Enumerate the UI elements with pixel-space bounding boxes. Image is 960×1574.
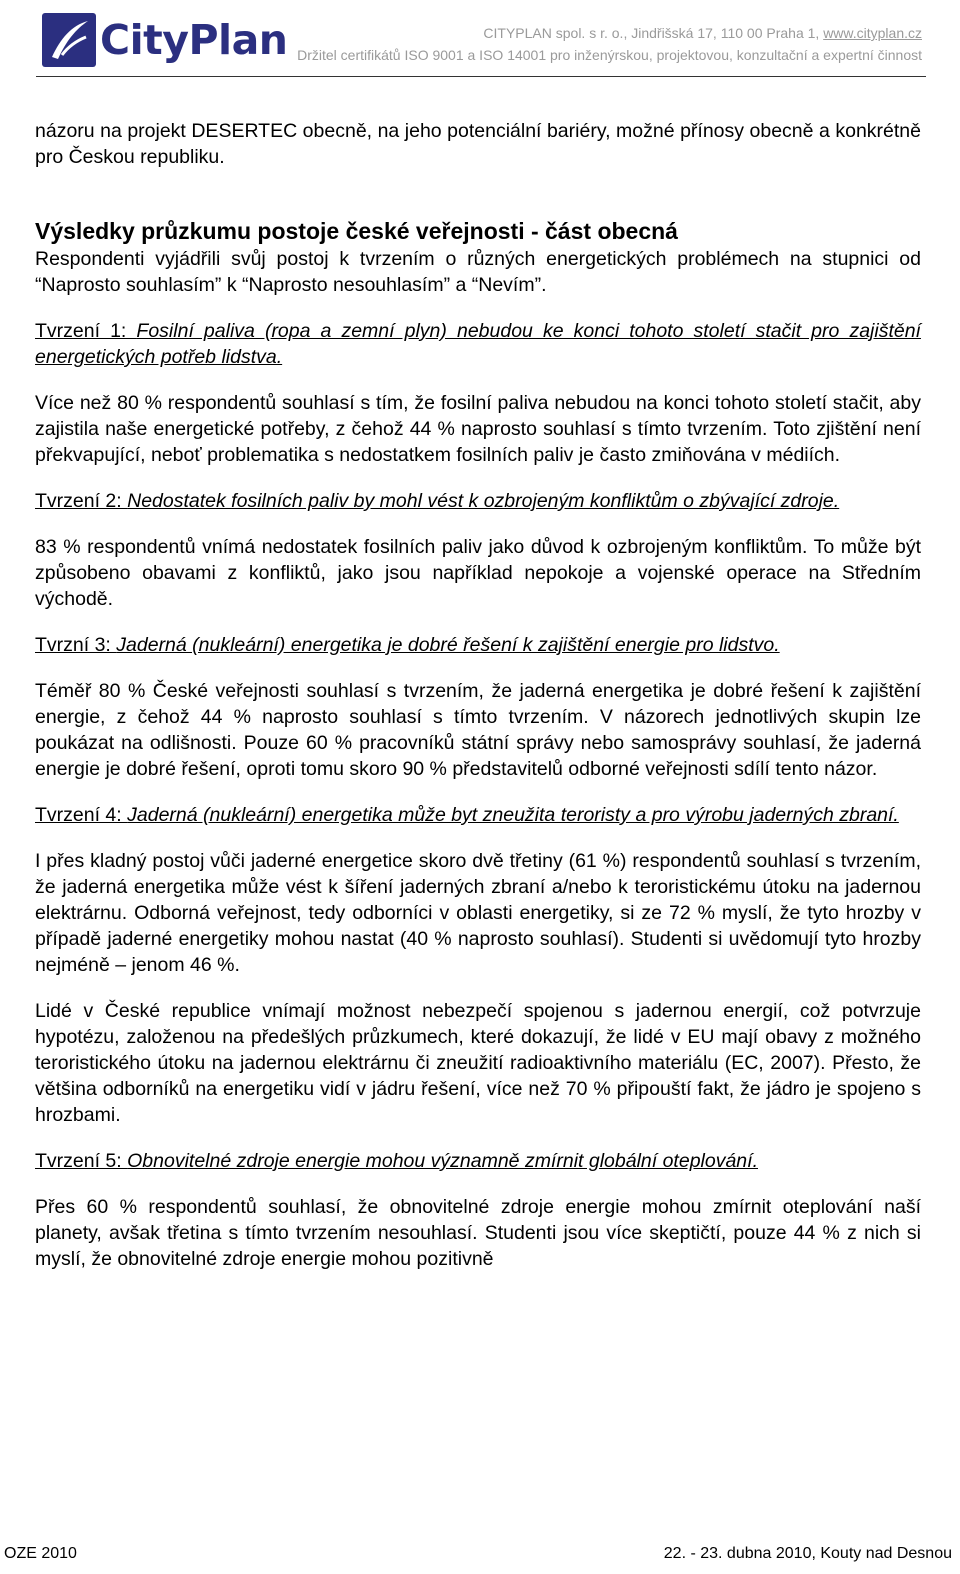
page-header	[0, 0, 960, 80]
logo-wordmark: CityPlan	[100, 16, 288, 64]
section-intro-paragraph: Respondenti vyjádřili svůj postoj k tvrzením o různých energetických problémech na stupnici od “Naprosto souhlasím” k “Naprosto nesouhlasím” a “Nevím”.	[35, 248, 921, 296]
claim-2-label: Tvrzení 2:	[35, 490, 128, 512]
claim-2-text: Nedostatek fosilních paliv by mohl vést k ozbrojeným konfliktům o zbývající zdroje.	[127, 490, 840, 512]
claim-1-label: Tvrzení 1:	[35, 320, 137, 342]
cityplan-logo-icon	[42, 13, 96, 67]
claim-3-text: Jaderná (nukleární) energetika je dobré řešení k zajištění energie pro lidstvo.	[116, 634, 780, 656]
company-logo	[42, 10, 287, 70]
company-website-link[interactable]: www.cityplan.cz	[823, 25, 922, 41]
claim-5-paragraph: Přes 60 % respondentů souhlasí, že obnovitelné zdroje energie mohou zmírnit oteplování naší planety, avšak třetina s tímto tvrzením nesouhlasí. Studenti jsou více skeptičtí, pouze 44 % z nich si myslí, že obnovitelné zdroje energie mohou pozitivně	[35, 1196, 921, 1270]
company-address: CITYPLAN spol. s r. o., Jindřišská 17, 110 00 Praha 1,	[483, 25, 820, 41]
company-address-line	[297, 22, 922, 44]
claim-5-text: Obnovitelné zdroje energie mohou významně zmírnit globální oteplování.	[127, 1150, 758, 1172]
footer-event: OZE 2010	[4, 1545, 77, 1562]
claim-3	[35, 632, 921, 658]
claim-1-text: Fosilní paliva (ropa a zemní plyn) nebudou ke konci tohoto století stačit pro zajištění energetických potřeb lidstva.	[35, 320, 921, 368]
company-info	[297, 22, 922, 66]
claim-1-paragraph: Více než 80 % respondentů souhlasí s tím, že fosilní paliva nebudou na konci tohoto století stačit, aby zajistila naše energetické potřeby, z čehož 44 % naprosto souhlasí s tímto tvrzením. Toto zjištění není překvapující, neboť problematika s nedostatkem fosilních paliv je často zmiňována v médiích.	[35, 392, 921, 466]
claim-4-text: Jaderná (nukleární) energetika může byt zneužita teroristy a pro výrobu jaderných zbraní.	[127, 804, 899, 826]
claim-4-paragraph: I přes kladný postoj vůči jaderné energetice skoro dvě třetiny (61 %) respondentů souhlasí s tvrzením, že jaderná energetika může vést k šíření jaderných zbraní a/nebo k teroristickému útoku na jadernou elektrárnu. Odborná veřejnost, tedy odborníci v oblasti energetiky, si ze 72 % myslí, že tyto hrozby v případě jaderné energetiky mohou nastat (40 % naprosto souhlasí). Studenti si uvědomují tyto hrozby nejméně – jenom 46 %.	[35, 850, 921, 976]
claim-1	[35, 318, 921, 370]
document-body	[35, 118, 921, 1272]
claim-5-label: Tvrzení 5:	[35, 1150, 128, 1172]
claim-5	[35, 1148, 921, 1174]
footer-date-location: 22. - 23. dubna 2010, Kouty nad Desnou	[663, 1545, 952, 1562]
section-heading: Výsledky průzkumu postoje české veřejnosti - část obecná	[35, 218, 678, 244]
intro-paragraph: názoru na projekt DESERTEC obecně, na jeho potenciální bariéry, možné přínosy obecně a konkrétně pro Českou republiku.	[35, 120, 921, 168]
header-divider	[36, 76, 926, 77]
claim-2-paragraph: 83 % respondentů vnímá nedostatek fosilních paliv jako důvod k ozbrojeným konfliktům. To může být způsobeno obavami z konfliktů, jako jsou například nepokoje a vojenské operace na Středním východě.	[35, 536, 921, 610]
certification-line: Držitel certifikátů ISO 9001 a ISO 14001 pro inženýrskou, projektovou, konzultační a expertní činnost	[297, 47, 922, 63]
claim-4-label: Tvrzení 4:	[35, 804, 128, 826]
claim-3-label: Tvrzní 3:	[35, 634, 117, 656]
claim-4-discussion-paragraph: Lidé v České republice vnímají možnost nebezpečí spojenou s jadernou energií, což potvrzuje hypotézu, založenou na předešlých průzkumech, které dokazují, že lidé v EU mají obavy z možného teroristického útoku na jadernou elektrárnu či zneužití radioaktivního materiálu (EC, 2007). Přesto, že většina odborníků na energetiku vidí v jádru řešení, více než 70 % připouští fakt, že jádro je spojeno s hrozbami.	[35, 1000, 921, 1126]
claim-2	[35, 488, 921, 514]
claim-4	[35, 802, 921, 828]
claim-3-paragraph: Téměř 80 % České veřejnosti souhlasí s tvrzením, že jaderná energetika je dobré řešení k zajištění energie, z čehož 44 % naprosto souhlasí s tímto tvrzením. V názorech jednotlivých skupin lze poukázat na odlišnosti. Pouze 60 % pracovníků státní správy nebo samosprávy souhlasí, že jaderná energie je dobré řešení, oproti tomu skoro 90 % představitelů odborné veřejnosti sdílí tento názor.	[35, 680, 921, 780]
